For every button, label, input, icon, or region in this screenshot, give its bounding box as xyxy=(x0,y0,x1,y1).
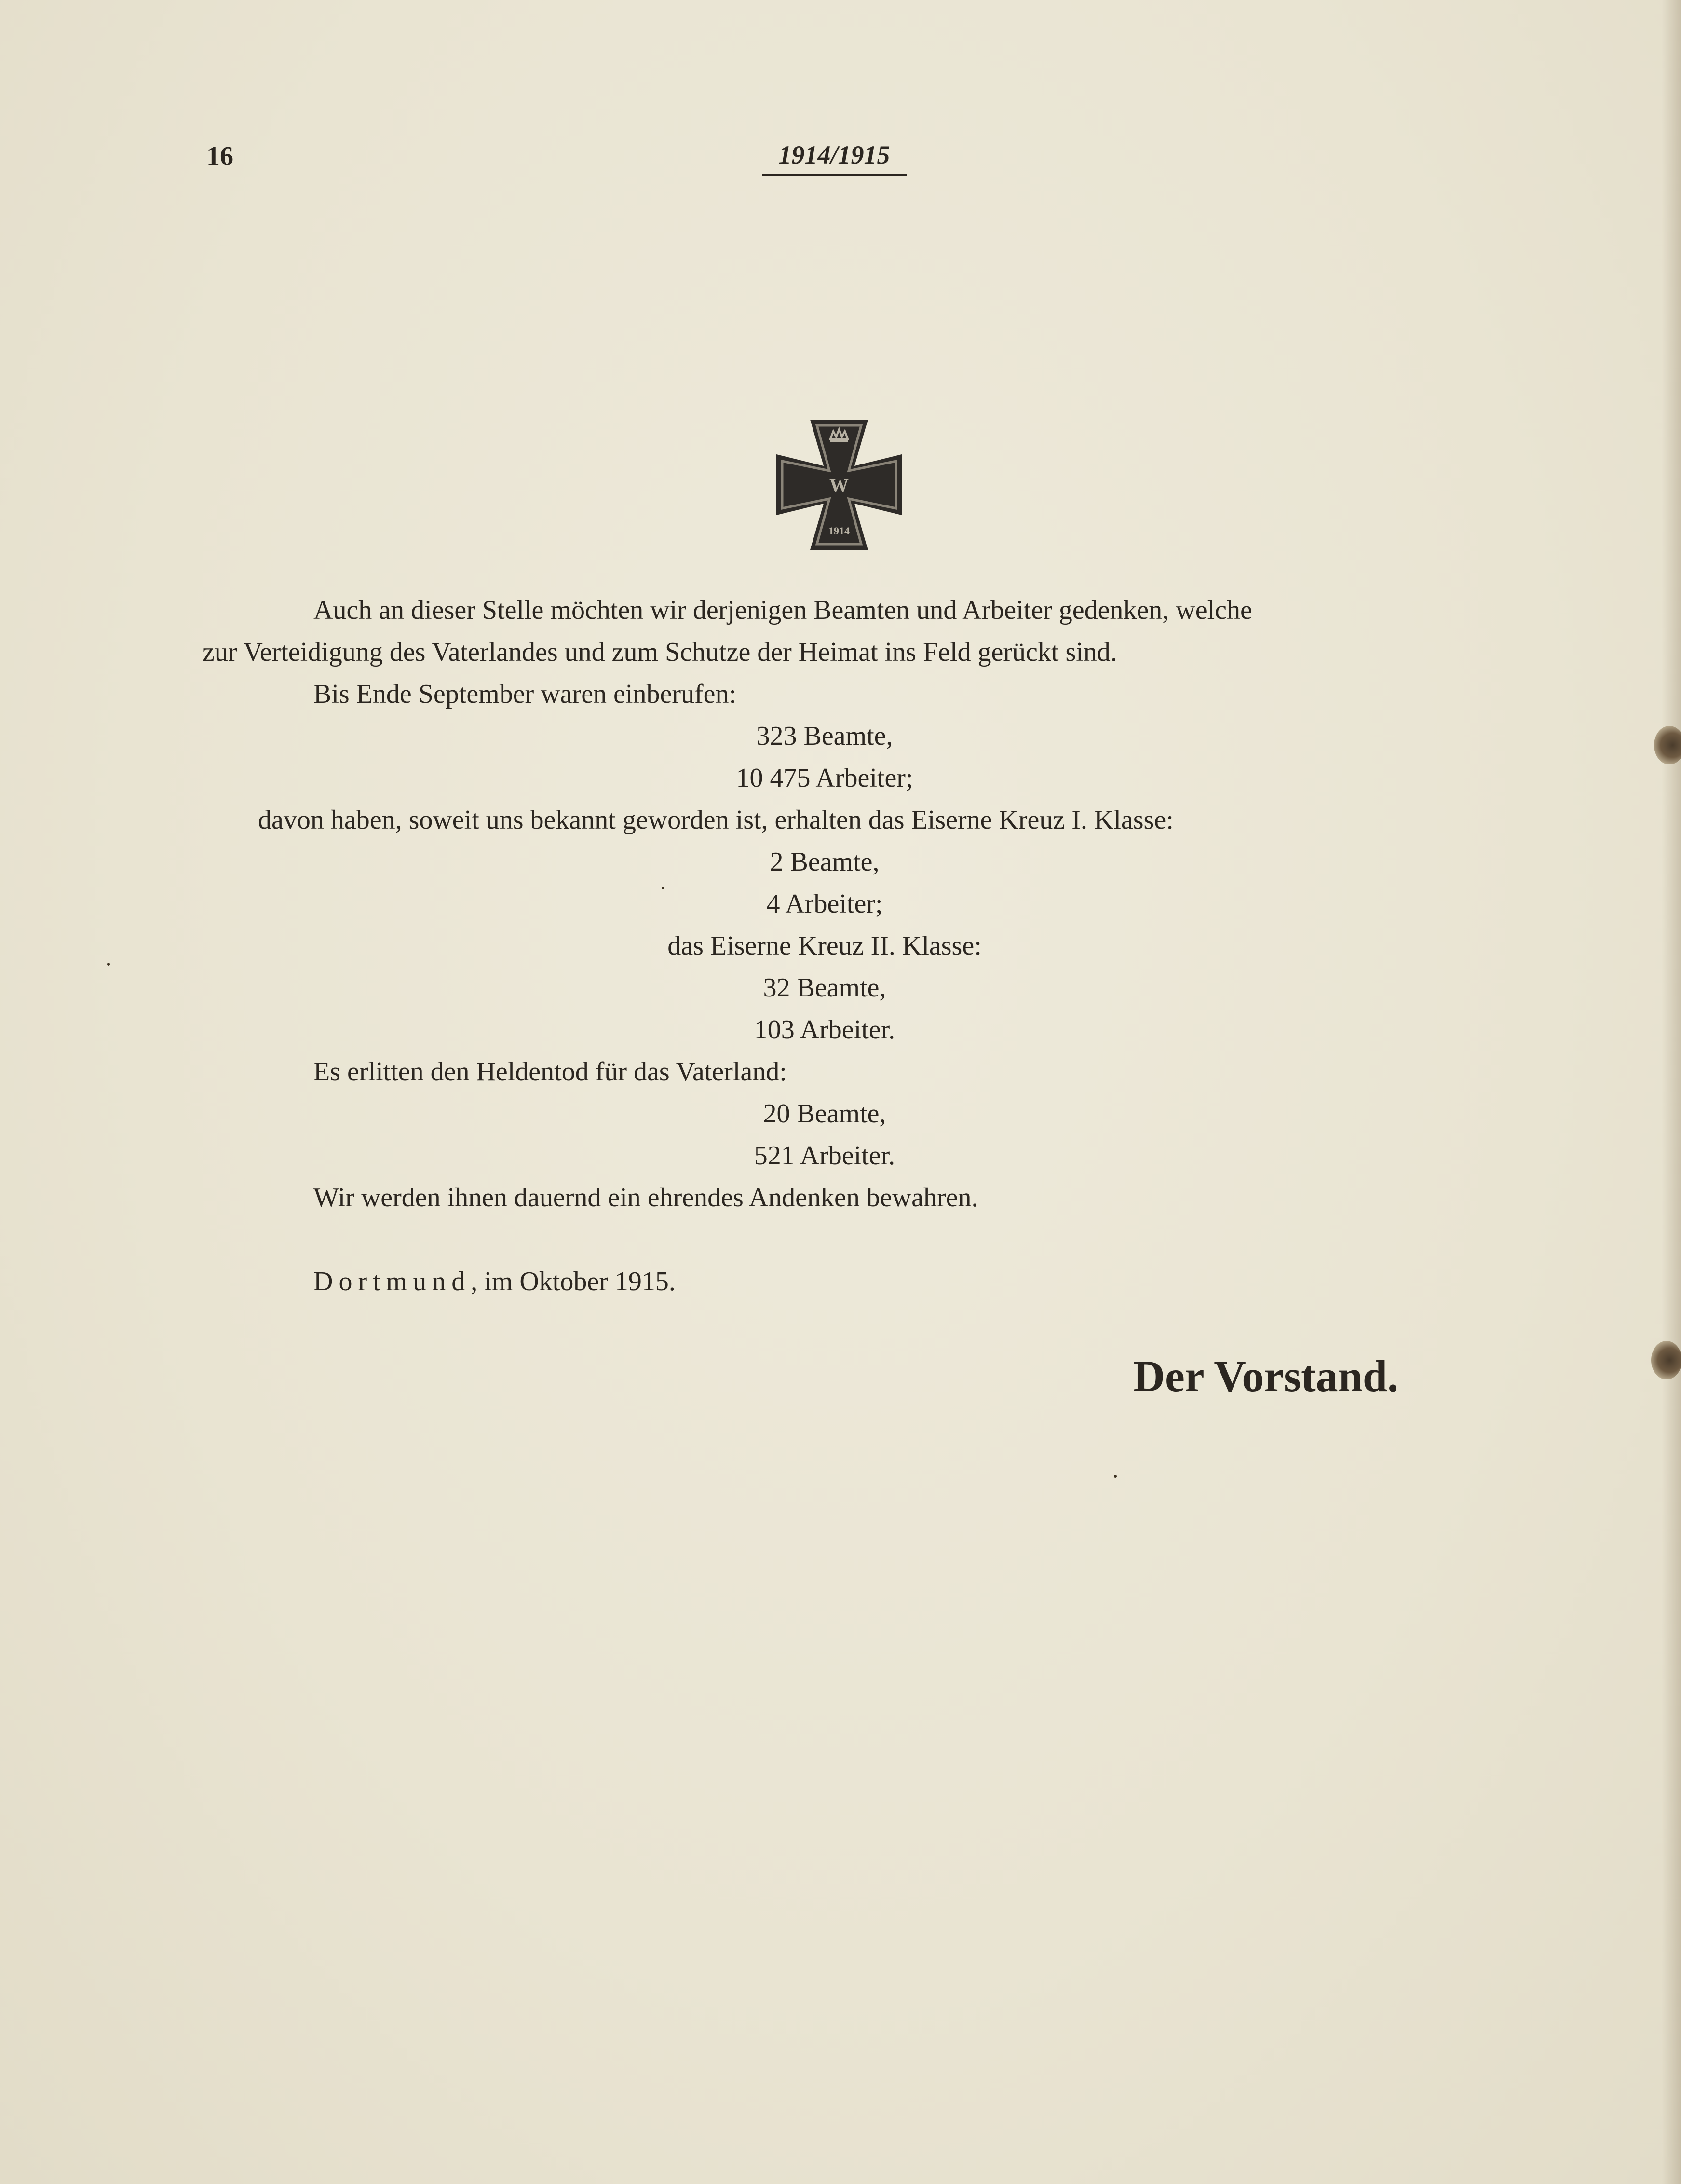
text-line: Es erlitten den Heldentod für das Vaterland: xyxy=(313,1057,787,1087)
running-head: 1914/1915 xyxy=(762,140,907,176)
text-line: Bis Ende September waren einberufen: xyxy=(313,679,737,709)
count-line: 323 Beamte, xyxy=(756,721,893,751)
text-line: das Eiserne Kreuz II. Klasse: xyxy=(667,931,982,961)
place-date xyxy=(203,1261,1447,1303)
paragraph-line: Auch an dieser Stelle möchten wir derjenigen Beamten und Arbeiter gedenken, welche xyxy=(313,595,1252,625)
cross-year: 1914 xyxy=(828,525,850,537)
signature: Der Vorstand. xyxy=(1133,1351,1398,1401)
iron-cross-icon xyxy=(776,420,902,550)
text-line: davon haben, soweit uns bekannt geworden ist, erhalten das Eiserne Kreuz I. Klasse: xyxy=(258,805,1174,835)
paragraph-line: zur Verteidigung des Vaterlandes und zum Schutze der Heimat ins Feld gerückt sind. xyxy=(203,637,1117,667)
cross-letter: W xyxy=(829,475,849,496)
count-line: 10 475 Arbeiter; xyxy=(736,763,913,793)
count-line: 2 Beamte, xyxy=(770,847,880,877)
text-line: Wir werden ihnen dauernd ein ehrendes Andenken bewahren. xyxy=(313,1183,978,1213)
count-line: 103 Arbeiter. xyxy=(754,1015,895,1045)
memorial-text xyxy=(203,589,1447,1303)
count-line: 32 Beamte, xyxy=(763,973,886,1003)
count-line: 20 Beamte, xyxy=(763,1099,886,1129)
paper-speck xyxy=(107,963,110,966)
place-name: Dortmund xyxy=(313,1267,471,1297)
count-line: 521 Arbeiter. xyxy=(754,1141,895,1171)
paper-speck xyxy=(1114,1475,1117,1478)
page-edge-shadow xyxy=(1662,0,1681,2184)
date-text: , im Oktober 1915. xyxy=(471,1267,676,1297)
page-number: 16 xyxy=(206,141,233,171)
punch-hole xyxy=(1651,1341,1681,1379)
count-line: 4 Arbeiter; xyxy=(766,889,883,919)
blank-line xyxy=(203,1219,1447,1261)
punch-hole xyxy=(1654,726,1681,764)
